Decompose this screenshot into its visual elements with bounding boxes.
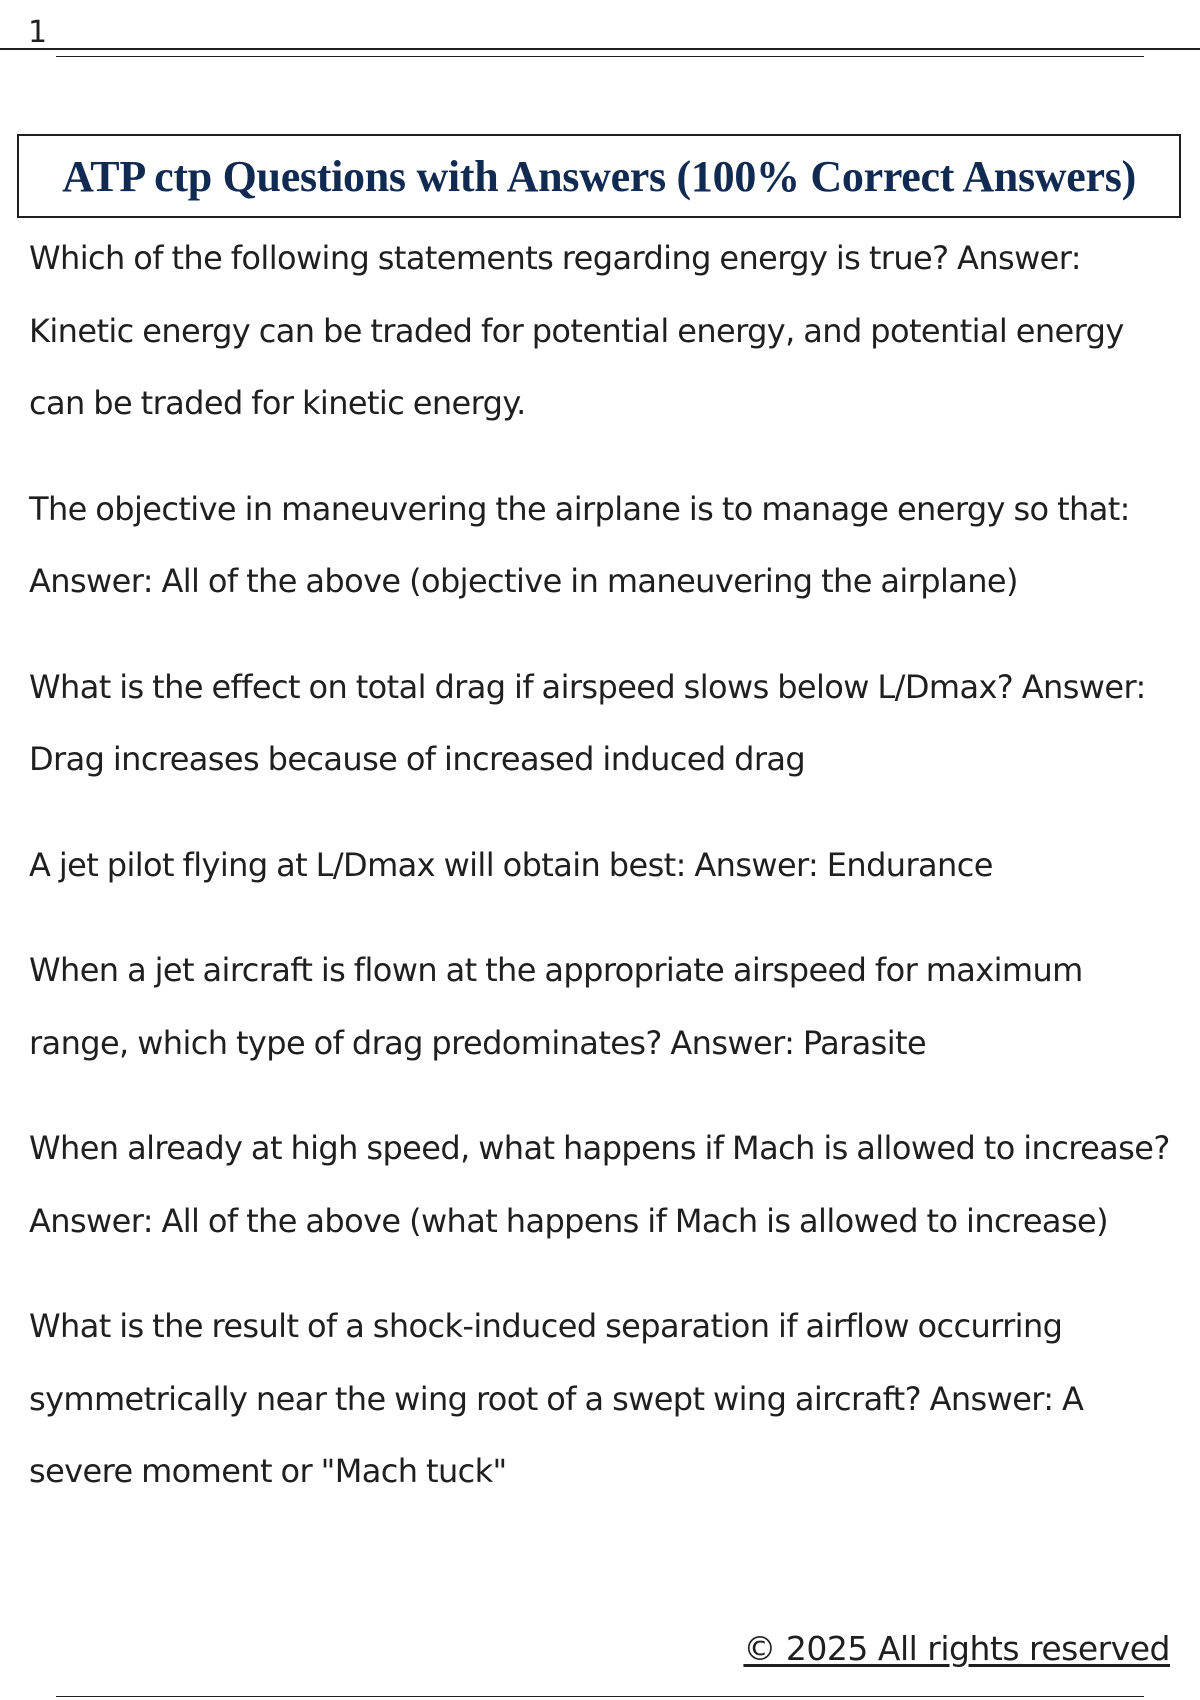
footer-rule (56, 1696, 1144, 1697)
qa-item: What is the result of a shock-induced separation if airflow occurring symmetrically near the wing root of a swept wing aircraft? Answer: A severe moment or "Mach tuck" (29, 1307, 1084, 1490)
header-rule (0, 48, 1200, 50)
document-title: ATP ctp Questions with Answers (100% Correct Answers) (62, 151, 1136, 201)
qa-item: Which of the following statements regarding energy is true? Answer: Kinetic energy can be traded for potential energy, and potential energy can be traded for kinetic energy. (29, 239, 1124, 422)
title-box (17, 134, 1181, 218)
qa-item: The objective in maneuvering the airplane is to manage energy so that: Answer: All of the above (objective in maneuvering the airplane) (29, 489, 1130, 600)
qa-item: A jet pilot flying at L/Dmax will obtain best: Answer: Endurance (29, 845, 993, 884)
copyright-notice: © 2025 All rights reserved (743, 1629, 1170, 1668)
qa-list (29, 222, 1179, 1508)
header-rule-inner (56, 56, 1144, 57)
page-number: 1 (28, 15, 48, 50)
qa-item: When already at high speed, what happens if Mach is allowed to increase? Answer: All of the above (what happens if Mach is allowed to increase) (29, 1129, 1170, 1240)
qa-item: When a jet aircraft is flown at the appropriate airspeed for maximum range, which type of drag predominates? Answer: Parasite (29, 951, 1083, 1062)
qa-item: What is the effect on total drag if airspeed slows below L/Dmax? Answer: Drag increases because of increased induced drag (29, 667, 1146, 778)
